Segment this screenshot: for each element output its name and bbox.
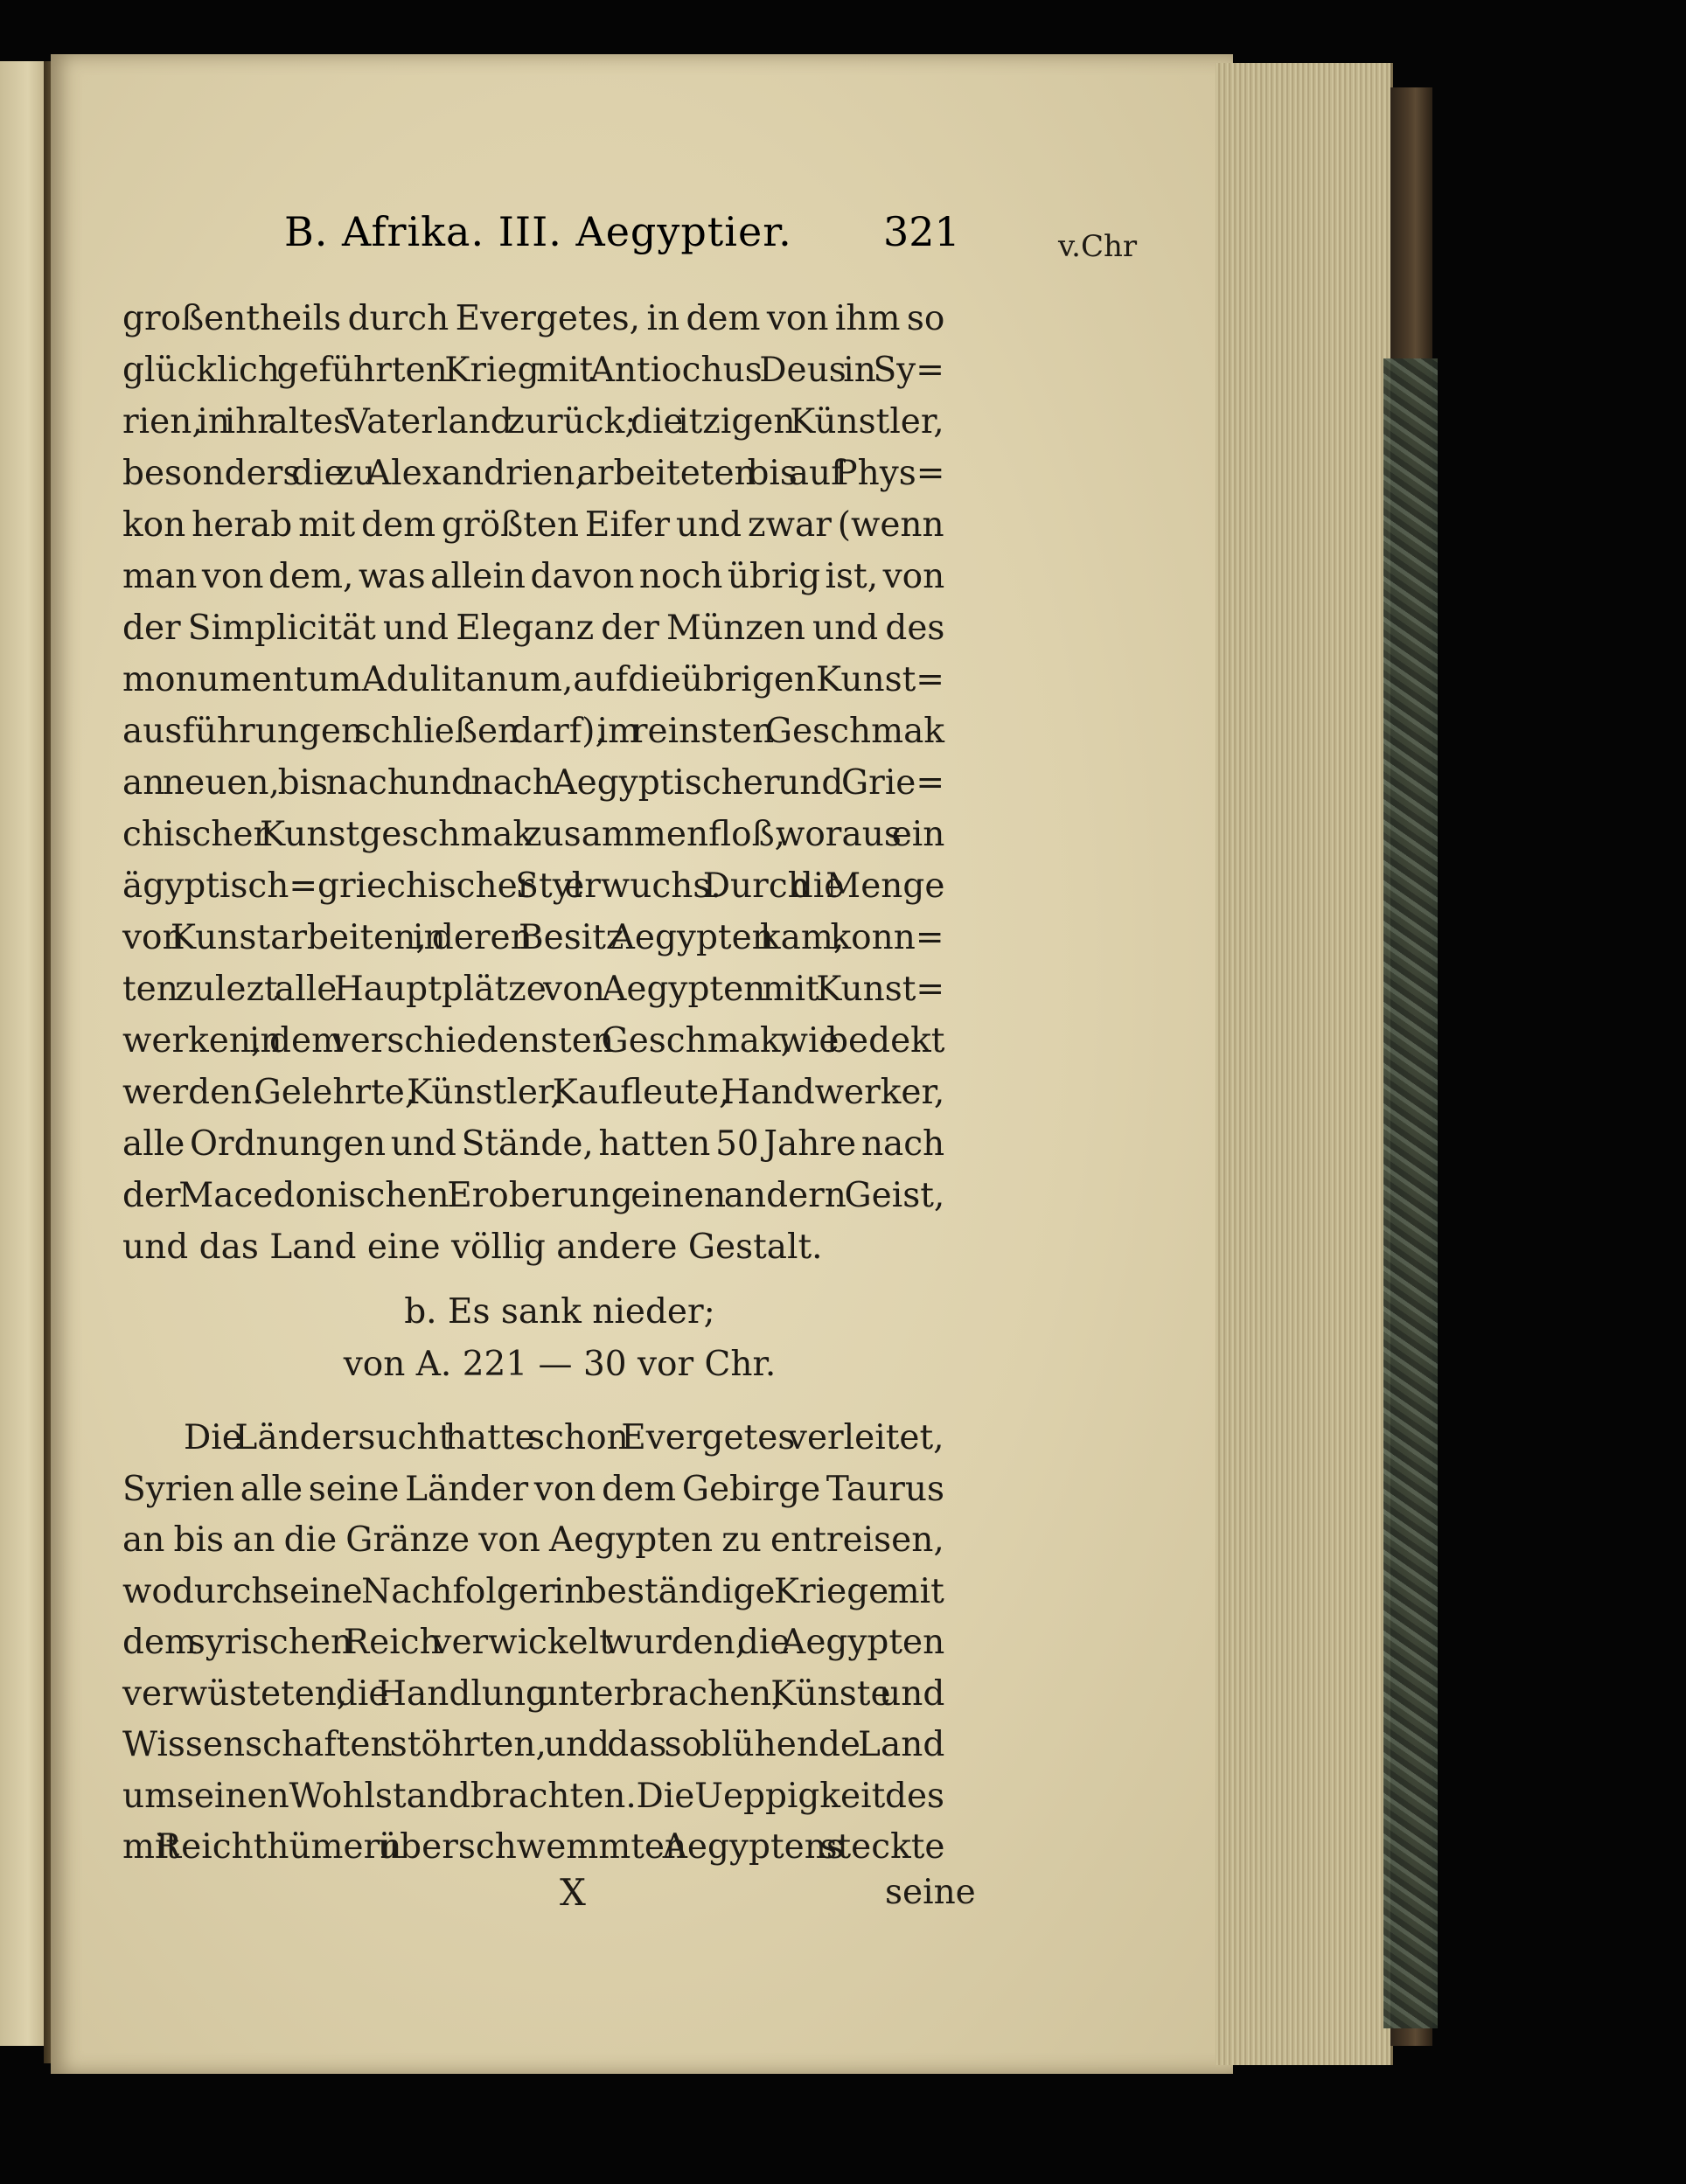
marbled-cover-edge — [1383, 358, 1438, 2028]
text-line: der Simplicität und Eleganz der Münzen und des — [122, 609, 945, 648]
text-line: werden. Gelehrte, Künstler, Kaufleute, Handwerker, — [122, 1073, 945, 1112]
text-line: Wissenschaften stöhrten, und das so blühende Land — [122, 1725, 945, 1764]
text-line: an neuen, bis nach und nach Aegyptischer und Grie= — [122, 763, 945, 803]
text-line: großentheils durch Evergetes, in dem von ihm so — [122, 299, 945, 338]
text-line: um seinen Wohlstand brachten. Die Ueppigkeit des — [122, 1776, 945, 1816]
section-heading-line-2: von A. 221 — 30 vor Chr. — [343, 1345, 777, 1384]
text-line: chischer Kunstgeschmak zusammenfloß, woraus ein — [122, 815, 945, 854]
text-line: dem syrischen Reich verwickelt wurden, die Aegypten — [122, 1623, 945, 1662]
text-line: mit Reichthümern überschwemmten Aegyptens steckte — [122, 1827, 945, 1867]
text-line: verwüsteten, die Handlung unterbrachen, Künste und — [122, 1673, 945, 1714]
text-line: wodurch seine Nachfolger in beständige Kriege mit — [122, 1571, 944, 1611]
text-line: von Kunstarbeiten, in deren Besitz Aegypten kam, konn= — [122, 918, 944, 957]
page-number: 321 — [883, 208, 960, 255]
text-line: besonders die zu Alexandrien, arbeiteten bis auf Phys= — [122, 454, 945, 493]
text-line: ägyptisch=griechischer Styl erwuchs. Durch die Menge — [122, 866, 945, 906]
margin-note: v.Chr — [1058, 229, 1138, 264]
section-heading-line-1: b. Es sank nieder; — [404, 1292, 715, 1332]
text-line: an bis an die Gränze von Aegypten zu entreisen, — [122, 1520, 944, 1560]
text-line: und das Land eine völlig andere Gestalt. — [122, 1228, 823, 1267]
catchword: seine — [885, 1873, 976, 1912]
text-line: glücklich geführten Krieg mit Antiochus Deus in Sy= — [122, 351, 944, 390]
text-line: alle Ordnungen und Stände, hatten 50 Jahre nach — [122, 1124, 945, 1164]
text-line: monumentum Adulitanum, auf die übrigen Kunst= — [122, 660, 944, 699]
signature-mark: X — [560, 1871, 586, 1914]
text-line: kon herab mit dem größten Eifer und zwar (wenn — [122, 505, 944, 545]
text-line: werken, in dem verschiedensten Geschmak, wie bedekt — [122, 1021, 945, 1061]
text-line: ten zulezt alle Hauptplätze von Aegypten mit Kunst= — [122, 970, 945, 1009]
running-title: B. Afrika. III. Aegyptier. — [284, 208, 792, 255]
running-header — [284, 208, 984, 261]
text-line: ausführungen schließen darf), im reinsten Geschmak — [122, 712, 944, 751]
text-line: rien, in ihr altes Vaterland zurück; die itzigen Künstler, — [122, 402, 944, 442]
text-line: Die Ländersucht hatte schon Evergetes verleitet, — [184, 1418, 944, 1457]
text-line: man von dem, was allein davon noch übrig ist, von — [122, 557, 945, 596]
text-line: Syrien alle seine Länder von dem Gebirge Taurus — [122, 1469, 944, 1509]
text-line: der Macedonischen Eroberung einen andern Geist, — [122, 1176, 945, 1215]
page-edges — [1216, 63, 1393, 2065]
